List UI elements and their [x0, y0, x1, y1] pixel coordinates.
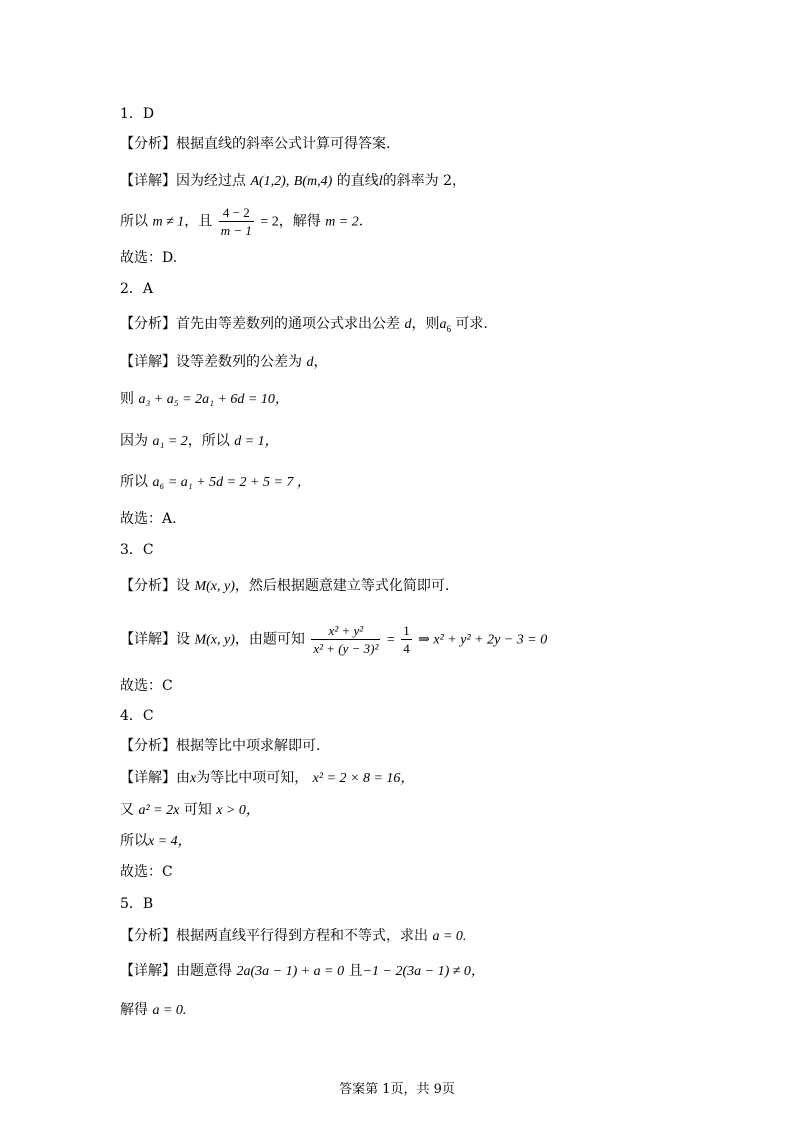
q4-also-cond: x > 0， — [216, 803, 260, 818]
q2-eq3: a₆ = a₁ + 5d = 2 + 5 = 7 ， — [152, 475, 311, 490]
q1-detail: 【详解】因为经过点 A(1,2), B(m,4) 的直线l的斜率为 2， — [120, 173, 466, 189]
q2-eq3-prefix: 所以 — [120, 474, 148, 490]
q5-heading: 5．B — [120, 896, 154, 912]
q3-analysis-m: M(x, y) — [194, 579, 235, 594]
q4-also-mid: 可知 — [183, 802, 212, 818]
q4-so — [120, 831, 192, 852]
q1-frac-den: m − 1 — [220, 223, 252, 238]
q2-eq2-b: d = 1， — [234, 434, 279, 449]
q2-analysis-text: 【分析】首先由等差数列的通项公式求出公差 — [120, 316, 400, 332]
q1-so-cond: m ≠ 1 — [152, 214, 185, 230]
q1-so-solve: ，解得 — [278, 213, 321, 230]
q2-analysis-a6: a — [439, 317, 447, 332]
q4-detail-mid: 为等比中项可知， — [196, 770, 309, 786]
q3-fraction-1 — [311, 622, 380, 657]
q3-frac2-num: 1 — [403, 623, 410, 638]
q3-fraction-2 — [401, 622, 412, 657]
q2-equation-1 — [120, 389, 289, 410]
q4-so-result: x = 4， — [148, 834, 192, 849]
q1-frac-eq: = 2 — [260, 214, 279, 230]
page-footer: 答案第 1页，共 9页 — [339, 1082, 455, 1097]
q3-detail-m: M(x, y) — [194, 632, 235, 648]
q4-also-prefix: 又 — [120, 802, 134, 818]
q2-analysis-a6-sub: 6 — [446, 323, 451, 334]
q1-detail-prefix: 【详解】因为经过点 — [120, 173, 246, 189]
q5-analysis-text: 【分析】根据两直线平行得到方程和不等式，求出 — [120, 928, 428, 944]
q1-so-prefix: 所以 — [120, 213, 148, 230]
q5-detail-eq2: −1 − 2(3a − 1) ≠ 0， — [362, 964, 485, 979]
q1-point-b: B(m,4) — [293, 174, 333, 189]
q1-point-a: A(1,2) — [250, 174, 286, 189]
q5-detail-eq1: 2a(3a − 1) + a = 0 — [236, 964, 345, 979]
q1-detail-mid: 的直线 — [336, 173, 379, 189]
q2-detail-d: d — [306, 355, 314, 370]
q5-solve-result: a = 0. — [152, 1003, 187, 1018]
q4-analysis: 【分析】根据等比中项求解即可. — [120, 738, 321, 754]
q1-fraction — [219, 204, 254, 239]
q4-detail — [120, 768, 414, 789]
q2-heading: 2．A — [120, 281, 154, 297]
q2-eq1: a₃ + a₅ = 2a₁ + 6d = 10， — [138, 392, 289, 407]
q4-detail-text: 【详解】由 — [120, 770, 190, 786]
q4-also — [120, 800, 260, 821]
q3-frac1-num: x² + y² — [311, 622, 380, 640]
q2-analysis-end: 可求. — [455, 316, 488, 332]
q3-detail-text: 【详解】设 — [120, 631, 190, 648]
q4-also-eq: a² = 2x — [138, 803, 180, 818]
q2-equation-3 — [120, 472, 311, 493]
q1-so-result: m = 2 — [325, 214, 359, 230]
q3-frac1-den: x² + (y − 3)² — [313, 641, 379, 656]
q5-solve — [120, 1000, 186, 1021]
q2-eq1-prefix: 则 — [120, 391, 134, 407]
q5-analysis-result: a = 0. — [432, 929, 467, 944]
q1-choice: 故选：D. — [120, 250, 178, 266]
q1-analysis: 【分析】根据直线的斜率公式计算可得答案. — [120, 136, 391, 152]
q1-so-and: ，且 — [184, 213, 213, 230]
q4-choice: 故选：C — [120, 864, 173, 880]
q4-detail-x: x — [190, 771, 197, 786]
q2-analysis — [120, 314, 488, 335]
q2-analysis-then: ，则 — [411, 316, 440, 332]
q1-frac-num: 4 − 2 — [219, 204, 254, 222]
q2-eq2-a: a₁ = 2 — [152, 434, 188, 449]
q5-detail-and: 且 — [348, 963, 363, 979]
q1-heading: 1．D — [120, 106, 155, 122]
q4-detail-eq: x² = 2 × 8 = 16， — [312, 771, 415, 786]
q2-detail-comma: ， — [313, 354, 328, 370]
q3-detail — [120, 622, 547, 657]
q1-line-l: l — [378, 174, 383, 189]
q2-detail — [120, 352, 327, 373]
q1-solution — [120, 204, 363, 239]
q5-detail-text: 【详解】由题意得 — [120, 963, 232, 979]
q1-so-end: . — [358, 213, 364, 230]
q2-eq2-mid: ，所以 — [187, 433, 230, 449]
q3-equals: = — [386, 632, 395, 648]
q2-equation-2 — [120, 431, 279, 452]
q3-analysis — [120, 576, 449, 597]
q4-so-prefix: 所以 — [120, 833, 148, 849]
q3-frac2-den: 4 — [403, 641, 410, 656]
q3-analysis-text: 【分析】设 — [120, 578, 190, 594]
q2-choice: 故选：A. — [120, 511, 177, 527]
q3-heading: 3．C — [120, 542, 154, 558]
q5-analysis — [120, 926, 466, 947]
q2-detail-text: 【详解】设等差数列的公差为 — [120, 354, 302, 370]
q3-choice: 故选：C — [120, 678, 173, 694]
q2-analysis-d: d — [404, 317, 412, 332]
q3-detail-given: ，由题可知 — [234, 631, 305, 648]
q3-result: ⇒ x² + y² + 2y − 3 = 0 — [418, 632, 548, 648]
q1-detail-suffix: 的斜率为 2， — [382, 173, 466, 189]
q3-analysis-end: ，然后根据题意建立等式化简即可. — [234, 578, 450, 594]
q5-detail — [120, 961, 485, 982]
q2-eq2-prefix: 因为 — [120, 433, 148, 449]
q4-heading: 4．C — [120, 708, 154, 724]
q5-solve-prefix: 解得 — [120, 1002, 148, 1018]
